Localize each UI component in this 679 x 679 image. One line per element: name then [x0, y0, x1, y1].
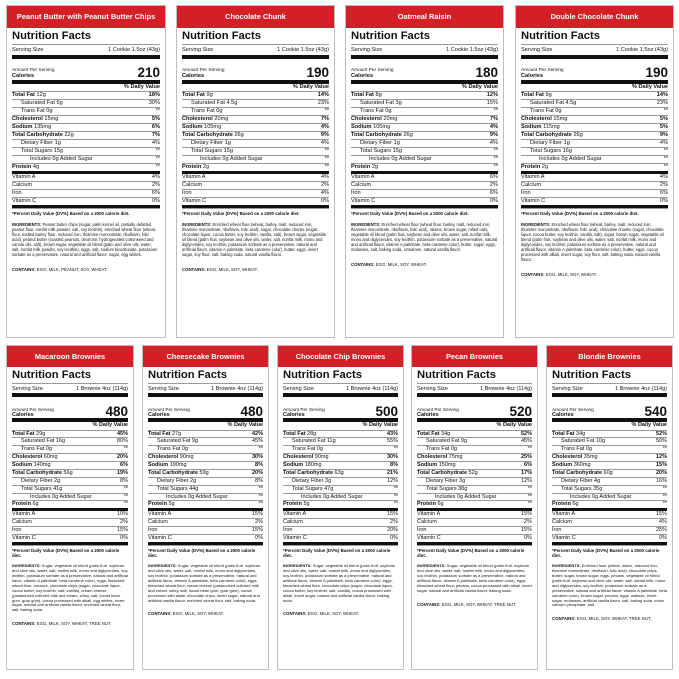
calories-value: 480	[105, 403, 128, 419]
calories-value: 190	[306, 65, 329, 81]
product-title: Cheesecake Brownies	[143, 346, 268, 367]
nutrition-facts-heading: Nutrition Facts	[417, 369, 532, 384]
total-fat-row: Total Fat 12g 18%	[12, 91, 160, 98]
iron-row: Iron 6%	[521, 189, 668, 196]
saturated-fat-row: Saturated Fat 4.5g 23%	[182, 100, 329, 108]
total-carb-row: Total Carbohydrate 26g 9%	[351, 131, 498, 138]
serving-size-row: Serving Size 1 Brownie 4oz (114g)	[417, 386, 532, 397]
dietary-fiber-row: Dietary Fiber 2g 8%	[12, 478, 128, 486]
calories-row: Amount Per Serving Calories 480	[12, 397, 128, 422]
sodium-row: Sodium 135mg 6%	[12, 123, 160, 130]
cholesterol-row: Cholesterol 75mg 25%	[417, 454, 532, 461]
calories-row: Amount Per Serving Calories 190	[182, 59, 329, 84]
dietary-fiber-row: Dietary Fiber 4g 16%	[552, 478, 667, 486]
total-sugars-row: Total Sugars 16g **	[521, 148, 668, 156]
nutrition-panel	[277, 345, 404, 670]
iron-row: Iron 6%	[12, 189, 160, 196]
calories-row: Amount Per Serving Calories 180	[351, 59, 498, 84]
daily-value-header: % Daily Value	[12, 422, 128, 430]
total-sugars-row: Total Sugars 38g **	[417, 486, 532, 494]
trans-fat-row: Trans Fat 0g **	[148, 446, 263, 454]
ingredients: INGREDIENTS: Enriched flour (wheat, niacin, reduced iron, thiamine mononitrate, riboflavin, folic acid), chocolate chips, butter, sugar, brown sugar, eggs, pecans, vegetable oil blend (palm fruit, soybean and olive oils, water, salt, nonfat milk, mono and diglycerides, soy lecithin, potassium sorbate as a preservative, natural and artificial flavor, vitamin A palmitate, beta carotene color), brown sugar, pecans, eggs, walnuts, invert sugar, molasses, artificial vanilla flavor, salt, baking soda, mono calcium phosphate, salt.	[552, 563, 667, 608]
dietary-fiber-row: Dietary Fiber 1g 4%	[182, 140, 329, 148]
added-sugar-row: Includes 0g Added Sugar **	[283, 494, 398, 502]
nutrition-panel	[411, 345, 538, 670]
product-title: Double Chocolate Chunk	[516, 6, 673, 28]
product-title: Blondie Brownies	[547, 346, 672, 367]
sodium-row: Sodium 150mg 6%	[417, 462, 532, 469]
calcium-row: Calcium 4%	[552, 519, 667, 526]
daily-value-header: % Daily Value	[12, 84, 160, 92]
saturated-fat-row: Saturated Fat 6g 30%	[12, 100, 160, 108]
allergens: CONTAINS: EGG, MILK, SOY, WHEAT, TREE NUT.	[417, 601, 517, 607]
total-fat-row: Total Fat 29g 45%	[12, 430, 128, 437]
daily-value-header: % Daily Value	[552, 422, 667, 430]
allergens: CONTAINS: EGG, MILK, SOY, WHEAT, TREE NUT.	[552, 616, 652, 622]
calcium-row: Calcium 2%	[417, 519, 532, 526]
ingredients: INGREDIENTS: Sugar, vegetable oil blend (palm fruit, soybean and olive oils, water, salt, nonfat milk, mono and diglycerides, soy lecithin, potassium sorbate as a preservative, natural and artificial flavor, vitamin A palmitate, beta carotene color), eggs, bleached wheat flour, cream cheese (pasteurized cultured milk and cream, whey, salt, locust bean gum, guar gum), cocoa processed with alkali, chocolate chips, invert sugar, natural and artificial vanilla flavor, enriched wheat flour, salt, baking soda.	[148, 563, 261, 603]
footnote: *Percent Daily Value (DV%) Based on a 2000 calorie diet.	[182, 208, 329, 216]
product-title: Pecan Brownies	[412, 346, 537, 367]
calories-value: 480	[240, 403, 263, 419]
vitamin-c-row: Vitamin C 0%	[351, 198, 498, 208]
serving-size-row: Serving Size 1 Cookie 1.5oz (43g)	[521, 47, 668, 59]
total-sugars-row: Total Sugars 15g **	[351, 148, 498, 156]
vitamin-a-row: Vitamin A 15%	[148, 511, 263, 518]
cholesterol-row: Cholesterol 15mg 5%	[12, 115, 160, 122]
vitamin-a-row: Vitamin A 4%	[521, 173, 668, 180]
total-fat-row: Total Fat 28g 43%	[283, 430, 398, 437]
iron-row: Iron 15%	[417, 527, 532, 534]
added-sugar-row: Includes 0g Added Sugar **	[417, 494, 532, 502]
nutrition-panel	[6, 5, 166, 338]
calcium-row: Calcium 2%	[12, 181, 160, 188]
nutrition-panel	[345, 5, 504, 338]
calories-row: Amount Per Serving Calories 480	[148, 397, 263, 422]
cholesterol-row: Cholesterol 20mg 7%	[182, 115, 329, 122]
protein-row: Protein 6g **	[12, 501, 128, 511]
total-fat-row: Total Fat 8g 12%	[351, 91, 498, 98]
total-sugars-row: Total Sugars 35g **	[552, 486, 667, 494]
trans-fat-row: Trans Fat 0g **	[417, 446, 532, 454]
calcium-row: Calcium 2%	[12, 519, 128, 526]
protein-row: Protein 5g **	[148, 501, 263, 511]
ingredients: INGREDIENTS: Peanut butter chips (sugar, palm kernel oil, partially defatted peanut flour, nonfat milk powder, salt, soy lecithin), enriched wheat flour (wheat, flour, malted barley flour, reduced iron, thiamine mononitrate, riboflavin, folic acid), peanut butter (roasted peanuts, dextrose, hydrogenated cottonseed and canola oils, salt), brown sugar, vegetable oil blend (palm and olive oils, water, salt, nonfat milk powder, soy lecithin), eggs, salt, sodium bicarbonate, potassium sorbate as a preservative, natural and artificial flavor, sugar, egg whites.	[12, 221, 158, 257]
saturated-fat-row: Saturated Fat 4.5g 23%	[521, 100, 668, 108]
sodium-row: Sodium 190mg 8%	[148, 462, 263, 469]
allergens: CONTAINS: EGG, MILK, SOY, WHEAT, TREE NUT.	[12, 621, 112, 627]
added-sugar-row: Includes 0g Added Sugar **	[521, 156, 668, 164]
vitamin-c-row: Vitamin C 0%	[283, 535, 398, 545]
saturated-fat-row: Saturated Fat 3g 15%	[351, 100, 498, 108]
vitamin-a-row: Vitamin A 4%	[182, 173, 329, 180]
ingredients: INGREDIENTS: Sugar, vegetable oil blend (palm fruit, soybean and olive oils, water, salt, nonfat milk, mono and diglycerides, soy lecithin, potassium sorbate as a preservative, natural and artificial flavor, vitamin A palmitate, beta carotene color), eggs, bleached wheat flour, coconut, chocolate chips (sugar, chocolate liquor, cocoa butter, soy lecithin, salt, vanilla), cream cheese (pasteurized cultured milk and cream, whey, salt, locust bean gum, guar gum), cocoa processed with alkali, egg whites, invert sugar, natural and artificial vanilla flavor, enriched wheat flour, salt, baking soda.	[12, 563, 128, 613]
calories-row: Amount Per Serving Calories 520	[417, 397, 532, 422]
vitamin-a-row: Vitamin A 4%	[12, 173, 160, 180]
protein-row: Protein 4g **	[12, 164, 160, 174]
serving-size-row: Serving Size 1 Cookie 1.5oz (43g)	[182, 47, 329, 59]
protein-row: Protein 6g **	[552, 501, 667, 511]
allergens: CONTAINS: EGG, MILK, SOY, WHEAT.	[521, 271, 597, 277]
vitamin-c-row: Vitamin C 0%	[148, 535, 263, 545]
sodium-row: Sodium 105mg 4%	[182, 123, 329, 130]
calories-value: 210	[137, 65, 160, 81]
trans-fat-row: Trans Fat 0g **	[283, 446, 398, 454]
daily-value-header: % Daily Value	[182, 84, 329, 92]
calories-row: Amount Per Serving Calories 190	[521, 59, 668, 84]
cholesterol-row: Cholesterol 60mg 20%	[12, 454, 128, 461]
sodium-row: Sodium 360mg 15%	[552, 462, 667, 469]
vitamin-c-row: Vitamin C 0%	[417, 535, 532, 545]
added-sugar-row: Includes 0g Added Sugar **	[182, 156, 329, 164]
vitamin-c-row: Vitamin C 0%	[521, 198, 668, 208]
daily-value-header: % Daily Value	[148, 422, 263, 430]
saturated-fat-row: Saturated Fat 16g 80%	[12, 438, 128, 446]
allergens: CONTAINS: EGG, MILK, PEANUT, SOY, WHEAT.	[12, 266, 108, 272]
dietary-fiber-row: Dietary Fiber 3g 12%	[417, 478, 532, 486]
daily-value-header: % Daily Value	[417, 422, 532, 430]
calories-value: 190	[645, 65, 668, 81]
vitamin-a-row: Vitamin A 15%	[552, 511, 667, 518]
daily-value-header: % Daily Value	[521, 84, 668, 92]
vitamin-c-row: Vitamin C 0%	[182, 198, 329, 208]
cholesterol-row: Cholesterol 15mg 5%	[521, 115, 668, 122]
daily-value-header: % Daily Value	[283, 422, 398, 430]
total-fat-row: Total Fat 27g 42%	[148, 430, 263, 437]
dietary-fiber-row: Dietary Fiber 3g 12%	[283, 478, 398, 486]
product-title: Oatmeal Raisin	[346, 6, 503, 28]
ingredients: INGREDIENTS: Sugar, vegetable oil blend (palm fruit, soybean and olive oils, water, salt, nonfat milk, mono and diglycerides, soy lecithin, potassium sorbate as a preservative, natural and artificial flavor, vitamin A palmitate, beta carotene color), eggs, bleached wheat flour, pecans, cocoa processed with alkali, invert sugar, natural and artificial vanilla flavor, baking soda.	[417, 563, 532, 593]
total-carb-row: Total Carbohydrate 22g 7%	[12, 131, 160, 138]
dietary-fiber-row: Dietary Fiber 1g 4%	[12, 140, 160, 148]
added-sugar-row: Includes 0g Added Sugar **	[148, 494, 263, 502]
nutrition-panel	[546, 345, 673, 670]
total-carb-row: Total Carbohydrate 60g 20%	[552, 469, 667, 476]
cholesterol-row: Cholesterol 90mg 30%	[283, 454, 398, 461]
protein-row: Protein 5g **	[283, 501, 398, 511]
nutrition-facts-heading: Nutrition Facts	[182, 30, 329, 45]
vitamin-a-row: Vitamin A 15%	[417, 511, 532, 518]
iron-row: Iron 25%	[552, 527, 667, 534]
nutrition-facts-heading: Nutrition Facts	[148, 369, 263, 384]
trans-fat-row: Trans Fat 0g **	[351, 108, 498, 116]
total-sugars-row: Total Sugars 44g **	[148, 486, 263, 494]
nutrition-facts-heading: Nutrition Facts	[12, 30, 160, 45]
dietary-fiber-row: Dietary Fiber 1g 4%	[351, 140, 498, 148]
nutrition-facts-heading: Nutrition Facts	[552, 369, 667, 384]
trans-fat-row: Trans Fat 0g **	[521, 108, 668, 116]
calcium-row: Calcium 2%	[521, 181, 668, 188]
total-carb-row: Total Carbohydrate 52g 17%	[417, 469, 532, 476]
calories-row: Amount Per Serving Calories 500	[283, 397, 398, 422]
nutrition-panel	[6, 345, 134, 670]
product-title: Chocolate Chip Brownies	[278, 346, 403, 367]
calcium-row: Calcium 2%	[182, 181, 329, 188]
trans-fat-row: Trans Fat 0g **	[552, 446, 667, 454]
ingredients: INGREDIENTS: Sugar, vegetable oil blend (palm fruit, soybean and olive oils, water, salt, nonfat milk, mono and diglycerides, soy lecithin, potassium sorbate as a preservative, natural and artificial flavor, vitamin A palmitate, beta carotene color), eggs, bleached wheat flour, chocolate chips (sugar, chocolate liquor, cocoa butter, soy lecithin, salt, vanilla), cocoa processed with alkali, invert sugar, natural and artificial vanilla flavor, baking soda.	[283, 563, 396, 603]
total-sugars-row: Total Sugars 41g **	[12, 486, 128, 494]
added-sugar-row: Includes 0g Added Sugar **	[12, 156, 160, 164]
nutrition-panel	[142, 345, 269, 670]
ingredients: INGREDIENTS: Enriched wheat flour (wheat flour, barley, malt, reduced iron, thiamine mononitrate, riboflavin, folic acid), raisins, brown sugar, rolled oats, vegetable oil blend (palm fruit, soybean and olive oils, water, salt, nonfat milk, mono and diglycerides, soy lecithin, potassium sorbate as a preservative, natural and artificial flavor, vitamin A palmitate, beta carotene color), butter, sugar, eggs, molasses, salt, baking soda, cinnamon, natural vanilla flavor.	[351, 221, 498, 252]
iron-row: Iron 6%	[351, 189, 498, 196]
cholesterol-row: Cholesterol 35mg 12%	[552, 454, 667, 461]
total-carb-row: Total Carbohydrate 26g 9%	[182, 131, 329, 138]
footnote: *Percent Daily Value (DV%) Based on a 2000 calorie diet.	[351, 208, 498, 216]
saturated-fat-row: Saturated Fat 11g 55%	[283, 438, 398, 446]
protein-row: Protein 2g **	[521, 164, 668, 174]
footnote: *Percent Daily Value (DV%) Based on a 2000 calorie diet.	[148, 545, 263, 559]
iron-row: Iron 15%	[148, 527, 263, 534]
calories-value: 520	[509, 403, 532, 419]
total-fat-row: Total Fat 34g 52%	[552, 430, 667, 437]
calories-value: 180	[475, 65, 498, 81]
trans-fat-row: Trans Fat 0g **	[12, 446, 128, 454]
serving-size-row: Serving Size 1 Brownie 4oz (114g)	[283, 386, 398, 397]
calcium-row: Calcium 2%	[148, 519, 263, 526]
cholesterol-row: Cholesterol 90mg 30%	[148, 454, 263, 461]
added-sugar-row: Includes 0g Added Sugar **	[12, 494, 128, 502]
total-carb-row: Total Carbohydrate 26g 9%	[521, 131, 668, 138]
iron-row: Iron 20%	[283, 527, 398, 534]
ingredients: INGREDIENTS: Enriched wheat flour (wheat, barley, malt, reduced iron, thiamine mononitrate, riboflavin, folic acid), chocolate chunks (sugar, chocolate liquor, cocoa butter, soy lecithin, vanilla, salt), sugar, brown sugar, vegetable oil blend (palm fruit, soybean and olive oils, water, salt, nonfat milk, mono and diglycerides, soy lecithin, potassium sorbate as a preservative, natural and artificial flavor, vitamin A palmitate, beta carotene color), butter, eggs, cocoa processed with alkali, invert sugar, soy flour, salt, baking soda, natural vanilla flavor.	[521, 221, 664, 262]
vitamin-a-row: Vitamin A 6%	[351, 173, 498, 180]
dietary-fiber-row: Dietary Fiber 1g 4%	[521, 140, 668, 148]
total-fat-row: Total Fat 9g 14%	[182, 91, 329, 98]
footnote: *Percent Daily Value (DV%) Based on a 2000 calorie diet.	[283, 545, 398, 559]
product-title: Peanut Butter with Peanut Butter Chips	[7, 6, 165, 28]
calcium-row: Calcium 2%	[283, 519, 398, 526]
nutrition-panel	[176, 5, 335, 338]
trans-fat-row: Trans Fat 0g **	[12, 108, 160, 116]
serving-size-row: Serving Size 1 Cookie 1.5oz (43g)	[12, 47, 160, 59]
footnote: *Percent Daily Value (DV%) Based on a 2000 calorie diet.	[521, 208, 668, 216]
protein-row: Protein 6g **	[417, 501, 532, 511]
total-sugars-row: Total Sugars 15g **	[182, 148, 329, 156]
nutrition-facts-heading: Nutrition Facts	[283, 369, 398, 384]
total-fat-row: Total Fat 9g 14%	[521, 91, 668, 98]
product-title: Macaroon Brownies	[7, 346, 133, 367]
calories-row: Amount Per Serving Calories 210	[12, 59, 160, 84]
total-fat-row: Total Fat 34g 52%	[417, 430, 532, 437]
added-sugar-row: Includes 0g Added Sugar **	[351, 156, 498, 164]
calories-value: 500	[375, 403, 398, 419]
trans-fat-row: Trans Fat 0g **	[182, 108, 329, 116]
total-carb-row: Total Carbohydrate 63g 21%	[283, 469, 398, 476]
saturated-fat-row: Saturated Fat 9g 45%	[148, 438, 263, 446]
footnote: *Percent Daily Value (DV%) Based on a 2000 calorie diet.	[552, 545, 667, 559]
cholesterol-row: Cholesterol 20mg 7%	[351, 115, 498, 122]
iron-row: Iron 4%	[182, 189, 329, 196]
sodium-row: Sodium 115mg 5%	[521, 123, 668, 130]
sodium-row: Sodium 140mg 6%	[12, 462, 128, 469]
footnote: *Percent Daily Value (DV%) Based on a 2000 calorie diet.	[12, 208, 160, 216]
ingredients: INGREDIENTS: Enriched wheat flour (wheat, barley, malt, reduced iron, thiamine mononitrate, riboflavin, folic acid), sugar, chocolate chunks (sugar, chocolate liquor, cocoa butter, soy lecithin, vanilla, salt), brown sugar, vegetable oil blend (palm fruit, soybean and olive oils, water, salt, nonfat milk, mono and diglycerides, soy lecithin, potassium sorbate as a preservative, natural and artificial flavor, vitamin A palmitate, beta carotene color), butter, eggs, invert sugar, soy flour, salt, baking soda, natural vanilla flavor.	[182, 221, 327, 257]
total-carb-row: Total Carbohydrate 59g 20%	[148, 469, 263, 476]
nutrition-facts-heading: Nutrition Facts	[521, 30, 668, 45]
calories-row: Amount Per Serving Calories 540	[552, 397, 667, 422]
serving-size-row: Serving Size 1 Brownie 4oz (114g)	[148, 386, 263, 397]
added-sugar-row: Includes 0g Added Sugar **	[552, 494, 667, 502]
footnote: *Percent Daily Value (DV%) Based on a 2000 calorie diet.	[417, 545, 532, 559]
vitamin-c-row: Vitamin C 0%	[12, 535, 128, 545]
dietary-fiber-row: Dietary Fiber 2g 8%	[148, 478, 263, 486]
serving-size-row: Serving Size 1 Brownie 4oz (114g)	[12, 386, 128, 397]
iron-row: Iron 15%	[12, 527, 128, 534]
allergens: CONTAINS: EGG, MILK, SOY, WHEAT.	[283, 611, 359, 617]
allergens: CONTAINS: EGG, MILK, SOY, WHEAT.	[182, 266, 258, 272]
allergens: CONTAINS: EGG, MILK, SOY, WHEAT.	[351, 261, 427, 267]
nutrition-facts-heading: Nutrition Facts	[12, 369, 128, 384]
nutrition-facts-heading: Nutrition Facts	[351, 30, 498, 45]
sodium-row: Sodium 105mg 4%	[351, 123, 498, 130]
nutrition-panel	[515, 5, 674, 338]
total-sugars-row: Total Sugars 47g **	[283, 486, 398, 494]
protein-row: Protein 2g **	[182, 164, 329, 174]
saturated-fat-row: Saturated Fat 10g 50%	[552, 438, 667, 446]
footnote: *Percent Daily Value (DV%) Based on a 2000 calorie diet.	[12, 545, 128, 559]
allergens: CONTAINS: EGG, MILK, SOY, WHEAT.	[148, 611, 224, 617]
calcium-row: Calcium 2%	[351, 181, 498, 188]
total-carb-row: Total Carbohydrate 56g 19%	[12, 469, 128, 476]
daily-value-header: % Daily Value	[351, 84, 498, 92]
protein-row: Protein 2g **	[351, 164, 498, 174]
serving-size-row: Serving Size 1 Brownie 4oz (114g)	[552, 386, 667, 397]
vitamin-a-row: Vitamin A 15%	[283, 511, 398, 518]
vitamin-a-row: Vitamin A 10%	[12, 511, 128, 518]
vitamin-c-row: Vitamin C 0%	[552, 535, 667, 545]
sodium-row: Sodium 180mg 8%	[283, 462, 398, 469]
calories-value: 540	[644, 403, 667, 419]
total-sugars-row: Total Sugars 15g **	[12, 148, 160, 156]
serving-size-row: Serving Size 1 Cookie 1.5oz (43g)	[351, 47, 498, 59]
vitamin-c-row: Vitamin C 0%	[12, 198, 160, 208]
product-title: Chocolate Chunk	[177, 6, 334, 28]
saturated-fat-row: Saturated Fat 9g 45%	[417, 438, 532, 446]
